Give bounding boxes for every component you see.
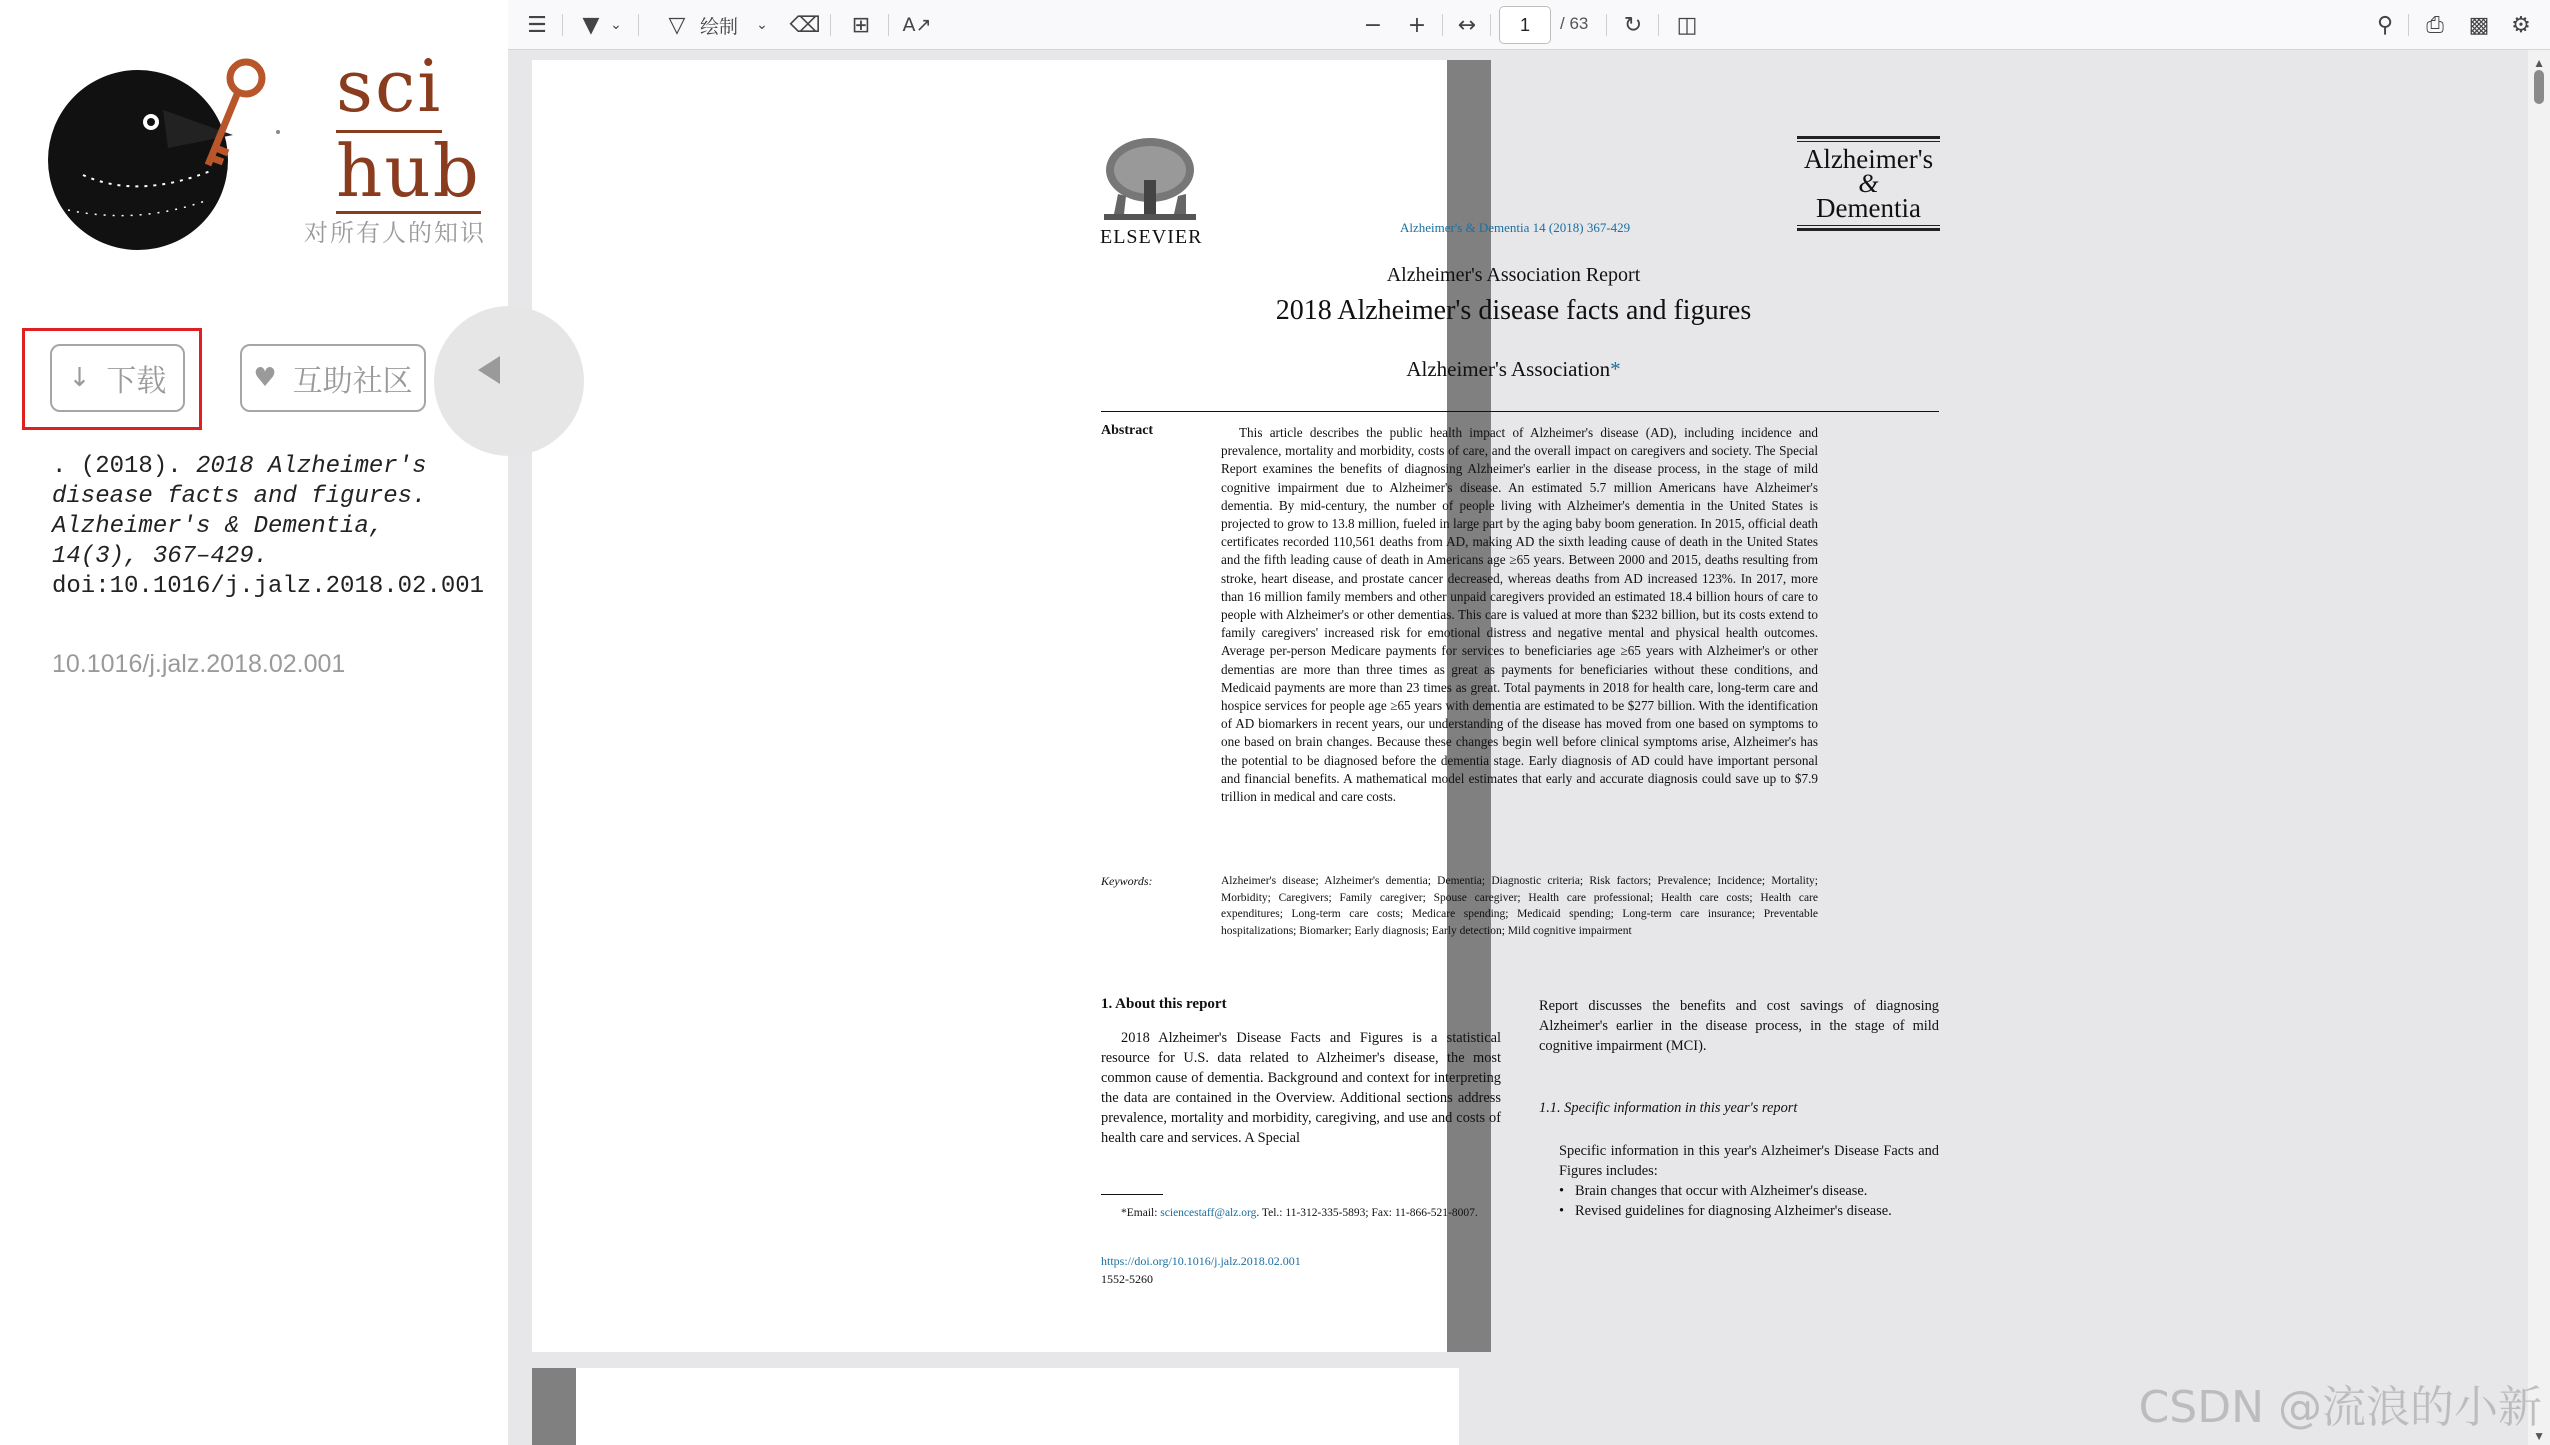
toolbar-divider	[562, 14, 563, 36]
journal-logo-amp: &	[1858, 169, 1879, 198]
author-name: Alzheimer's Association	[1406, 357, 1611, 381]
rotate-icon[interactable]: ↻	[1623, 12, 1643, 38]
draw-icon[interactable]: ▽	[668, 12, 686, 38]
elsevier-tree-logo-icon	[1100, 134, 1200, 226]
scihub-raven-logo-icon	[28, 50, 298, 255]
toolbar-divider	[888, 14, 889, 36]
page-view-icon[interactable]: ◫	[1676, 12, 1698, 38]
list-item: • Brain changes that occur with Alzheimer's disease.	[1559, 1181, 1939, 1201]
save-icon[interactable]: ▩	[2468, 12, 2490, 38]
author-footnote-mark[interactable]: *	[1610, 357, 1621, 381]
draw-label[interactable]: 绘制	[699, 15, 738, 38]
scihub-panel	[0, 0, 508, 1445]
outline-icon[interactable]: ☰	[527, 12, 547, 38]
citation-prefix: . (2018).	[52, 453, 197, 480]
journal-logo-line2: Dementia	[1816, 193, 1921, 223]
issn: 1552-5260	[1101, 1272, 1153, 1286]
scrollbar[interactable]	[2528, 50, 2550, 1445]
community-label: 互助社区	[292, 364, 413, 399]
toolbar-divider	[638, 14, 639, 36]
paper-title: 2018 Alzheimer's disease facts and figures	[1275, 295, 1752, 326]
page-total: / 63	[1560, 14, 1589, 33]
download-label: 下载	[106, 364, 167, 399]
chevron-down-icon[interactable]: ⌄	[756, 17, 768, 33]
toolbar-divider	[1658, 14, 1659, 36]
toolbar-divider	[1442, 14, 1443, 36]
brand-hub: hub	[336, 129, 481, 213]
community-button[interactable]	[240, 344, 426, 412]
citation	[52, 452, 485, 602]
fit-width-icon[interactable]: ↔	[1457, 12, 1477, 38]
paper-author	[1100, 357, 1927, 382]
read-aloud-icon[interactable]: A↗	[902, 14, 932, 36]
journal-logo	[1797, 136, 1940, 236]
subsection-intro: Specific information in this year's Alzheimer's Disease Facts and Figures includes:	[1559, 1143, 1939, 1179]
footnote-rest: . Tel.: 11-312-335-5893; Fax: 11-866-521-8007.	[1256, 1207, 1478, 1219]
keywords-label: Keywords:	[1101, 874, 1153, 888]
download-arrow-icon: ↓	[68, 363, 91, 393]
list-item: • Revised guidelines for diagnosing Alzheimer's disease.	[1559, 1201, 1939, 1221]
highlight-icon[interactable]: ▼	[582, 12, 600, 38]
bullet-list	[1559, 1181, 1939, 1221]
doi-link[interactable]: 10.1016/j.jalz.2018.02.001	[52, 650, 346, 678]
journal-reference[interactable]: Alzheimer's & Dementia 14 (2018) 367-429	[1400, 220, 1631, 235]
toolbar-divider	[2408, 14, 2409, 36]
brand-tagline: 对所有人的知识	[304, 219, 486, 247]
zoom-in-icon[interactable]: +	[1407, 12, 1427, 38]
text-box-icon[interactable]: ⊞	[851, 12, 871, 38]
abstract-label: Abstract	[1101, 423, 1154, 438]
doi-footer-link[interactable]: https://doi.org/10.1016/j.jalz.2018.02.001	[1101, 1254, 1301, 1268]
settings-gear-icon[interactable]: ⚙	[2511, 12, 2531, 38]
section-body: 2018 Alzheimer's Disease Facts and Figures is a statistical resource for U.S. data related to Alzheimer's disease, the most common cause of dementia. Background and context for interpreting the data are contained in the Overview. Additional sections address prevalence, mortality and morbidity, caregiving, and use and costs of health care and services. A Special	[1101, 1030, 1501, 1146]
footnote-email-link[interactable]: sciencestaff@alz.org	[1160, 1207, 1257, 1219]
footnote-divider	[1101, 1194, 1163, 1195]
citation-title: 2018 Alzheimer's disease facts and figures. Alzheimer's & Dementia, 14(3), 367–429.	[52, 453, 427, 570]
citation-doi: doi:10.1016/j.jalz.2018.02.001	[52, 573, 485, 600]
page-side-bar	[532, 1368, 576, 1445]
scrollbar-thumb[interactable]	[2534, 70, 2544, 104]
download-button[interactable]	[50, 344, 185, 412]
print-icon[interactable]: ⎙	[2426, 12, 2444, 38]
toolbar-divider	[830, 14, 831, 36]
report-kind: Alzheimer's Association Report	[1386, 264, 1641, 286]
eraser-icon[interactable]: ⌫	[789, 12, 821, 38]
scroll-down-arrow-icon[interactable]: ▼	[2533, 1429, 2545, 1443]
column2-continuation: Report discusses the benefits and cost savings of diagnosing Alzheimer's earlier in the disease process, in the stage of mild cognitive impairment (MCI).	[1539, 998, 1939, 1054]
collapse-panel-button[interactable]	[434, 306, 584, 456]
chevron-down-icon[interactable]: ⌄	[610, 17, 622, 33]
abstract-text: This article describes the public health impact of Alzheimer's disease (AD), including incidence and prevalence, mortality and morbidity, costs of care, and the overall impact on caregivers and society. The Special Report examines the benefits of diagnosing Alzheimer's earlier in the disease process, in the stage of mild cognitive impairment due to Alzheimer's disease. An estimated 5.7 million Americans have Alzheimer's dementia. By mid-century, the number of people living with Alzheimer's dementia in the United States is projected to grow to 13.8 million, fueled in large part by the aging baby boom generation. In 2015, official death certificates recorded 110,561 deaths from AD, making AD the sixth leading cause of death in the United States and the fifth leading cause of death in Americans age ≥65 years. Between 2000 and 2015, deaths resulting from stroke, heart disease, and prostate cancer decreased, whereas deaths from AD increased 123%. In 2017, more than 16 million family members and other unpaid caregivers provided an estimated 18.4 billion hours of care to people with Alzheimer's or other dementias. This care is valued at more than $232 billion, but its costs extend to family caregivers' increased risk for emotional distress and negative mental and physical health outcomes. Average per-person Medicare payments for services to beneficiaries age ≥65 years with Alzheimer's or other dementias are more than three times as great as payments for beneficiaries without these conditions, and Medicaid payments are more than 23 times as great. Total payments in 2018 for health care, long-term care and hospice services for people age ≥65 years with dementia are estimated to be $277 billion. With the identification of AD biomarkers in recent years, our understanding of the disease has moved from one based on symptoms to one based on brain changes. Because these changes begin well before clinical symptoms arise, Alzheimer's has the potential to be diagnosed before the dementia stage. Early diagnosis of AD could have important personal and financial benefits. A mathematical model estimates that early and accurate diagnosis could save up to $7.9 trillion in medical and care costs.	[1221, 425, 1818, 805]
footnote-prefix: *Email:	[1121, 1207, 1161, 1219]
pdf-toolbar	[508, 0, 2550, 50]
pdf-page-next	[532, 1368, 1459, 1445]
page-number-input[interactable]: 1	[1499, 6, 1551, 44]
toolbar-divider	[1606, 14, 1607, 36]
subsection-heading: 1.1. Specific information in this year's report	[1539, 1100, 1798, 1116]
publisher-name: ELSEVIER	[1100, 226, 1203, 248]
watermark: CSDN @流浪的小新	[2138, 1382, 2542, 1433]
brand-sci: sci	[336, 50, 442, 133]
title-divider	[1101, 411, 1939, 412]
footnote	[1101, 1205, 1501, 1221]
keywords-text: Alzheimer's disease; Alzheimer's dementia; Dementia; Diagnostic criteria; Risk factors; Prevalence; Incidence; Mortality; Morbidity; Caregivers; Family caregiver; Spouse caregiver; Health care professional; Health care costs; Health care expenditures; Long-term care costs; Medicare spending; Medicaid spending; Long-term care insurance; Preventable hospitalizations; Biomarker; Early diagnosis; Early detection; Mild cognitive impairment	[1221, 875, 1818, 937]
scroll-up-arrow-icon[interactable]: ▲	[2533, 56, 2545, 70]
search-icon[interactable]: ⚲	[2376, 12, 2394, 38]
toolbar-divider	[1490, 14, 1491, 36]
journal-logo-line1: Alzheimer's	[1803, 144, 1934, 174]
collapse-arrow-icon[interactable]	[478, 356, 500, 384]
zoom-out-icon[interactable]: −	[1363, 12, 1383, 38]
section-heading: 1. About this report	[1101, 996, 1227, 1012]
heart-icon: ♥	[253, 363, 277, 393]
